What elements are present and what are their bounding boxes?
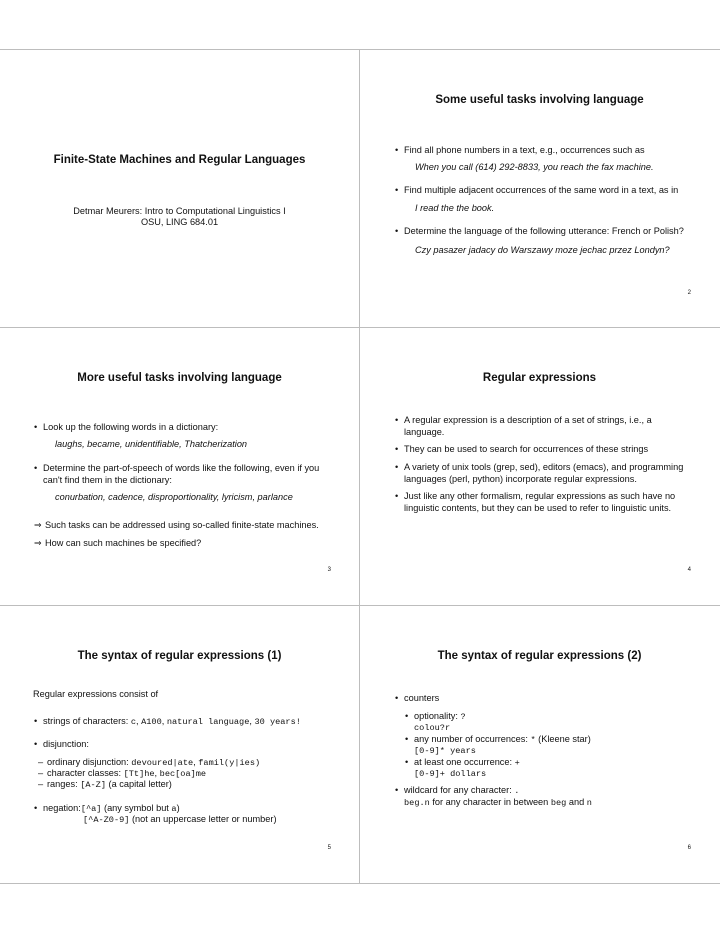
slide-4-bullet-4-line-1: • Just like any other formalism, regular expressions as such have no — [404, 491, 676, 501]
slide-4-title: Regular expressions — [482, 372, 597, 384]
slide-3-example-2: conurbation, cadence, disproportionality, lyricism, parlance — [55, 492, 293, 502]
strings-example: A100 — [141, 717, 162, 727]
classes-example: bec[oa]me — [159, 769, 207, 779]
ranges-label: ranges: — [47, 779, 81, 789]
negation-note-1: (any symbol but — [101, 803, 172, 813]
slide-4-bullet-3-line-1: • A variety of unix tools (grep, sed), editors (emacs), and programming — [404, 462, 684, 472]
ranges-note: (a capital letter) — [106, 779, 172, 789]
classes-example: [Tt]he — [123, 769, 155, 779]
optionality-label: optionality: — [414, 711, 461, 721]
strings-example: c — [130, 717, 136, 727]
slide-5 — [0, 606, 359, 883]
slide-3-bullet-2-line-1: • Determine the part-of-speech of words like the following, even if you — [43, 463, 320, 473]
slide-5-dash-ordinary: – ordinary disjunction: devoured|ate, famil(y|ies) — [47, 756, 260, 769]
wildcard-beg: beg — [550, 798, 567, 808]
slide-2-bullet-1: • Find all phone numbers in a text, e.g., occurrences such as — [404, 144, 645, 156]
slide-4 — [360, 328, 719, 605]
slide-5-page-number: 5 — [327, 845, 331, 851]
slide-6-title: The syntax of regular expressions (2) — [437, 650, 642, 662]
slide-3-title: More useful tasks involving language — [77, 372, 282, 384]
slide-5-dash-classes: – character classes: [Tt]he, bec[oa]me — [47, 767, 206, 780]
slide-3-bullet-2-line-2: can't find them in the dictionary: — [43, 475, 172, 485]
slide-6-bullet-counters: • counters — [404, 692, 439, 704]
plus-example: [0-9]+ dollars — [414, 769, 487, 779]
strings-label: strings of characters: — [43, 716, 131, 726]
slide-3-conclusion-2: ⇒ How can such machines be specified? — [45, 537, 201, 549]
kleene-example: [0-9]* years — [414, 746, 476, 756]
negation-example-1: [^a] — [80, 804, 102, 814]
slide-4-bullet-4-line-2: linguistic contents, but they can be used to refer to linguistic units. — [404, 503, 672, 513]
slide-4-bullet-4 — [404, 490, 675, 514]
slide-4-bullet-1 — [404, 414, 652, 438]
slide-3-bullet-1: • Look up the following words in a dictionary: — [43, 421, 218, 433]
wildcard-label: wildcard for any character: — [404, 785, 515, 795]
slide-4-bullet-2: • They can be used to search for occurrences of these strings — [404, 443, 648, 455]
negation-symbol-a: a — [171, 804, 177, 814]
slide-4-bullet-3-line-2: languages (perl, python) incorporate regular expressions. — [404, 474, 637, 484]
slide-5-dash-ranges — [47, 778, 172, 791]
slide-5-title: The syntax of regular expressions (1) — [77, 650, 282, 662]
slide-2-example-3: Czy pasazer jadacy do Warszawy moze jechac przez Londyn? — [415, 245, 670, 255]
ordinary-example: famil(y|ies) — [198, 758, 261, 768]
ordinary-label: ordinary disjunction: — [47, 757, 132, 767]
slide-5-bullet-disjunction: • disjunction: — [43, 738, 89, 750]
slide-5-negation-line-2 — [83, 813, 277, 826]
slide-6-page-number: 6 — [687, 845, 691, 851]
slide-6-wildcard-line-2 — [404, 796, 592, 809]
slide-4-bullet-1-line-1: • A regular expression is a description of a set of strings, i.e., a — [404, 415, 652, 425]
slide-5-bullet-strings: • strings of characters: c, A100, natural language, 30 years! — [43, 715, 301, 728]
slide-1-title: Finite-State Machines and Regular Languages — [53, 154, 306, 166]
slide-2-page-number: 2 — [687, 290, 691, 296]
kleene-label: any number of occurrences: — [414, 734, 531, 744]
wildcard-example: beg.n — [404, 798, 430, 808]
wildcard-symbol: . — [514, 786, 520, 796]
slide-2-example-2: I read the the book. — [415, 203, 495, 213]
negation-example-2: [^A-Z0-9] — [83, 815, 130, 825]
slide-6 — [360, 606, 719, 883]
slide-2-bullet-3: • Determine the language of the following utterance: French or Polish? — [404, 225, 684, 237]
classes-label: character classes: — [47, 768, 124, 778]
wildcard-note: for any character in between — [429, 797, 551, 807]
slide-1 — [0, 50, 359, 327]
slide-2-bullet-2: • Find multiple adjacent occurrences of the same word in a text, as in — [404, 184, 678, 196]
strings-example: natural language — [166, 717, 250, 727]
negation-label: negation: — [43, 803, 81, 813]
plus-symbol: + — [514, 758, 520, 768]
slide-3-page-number: 3 — [327, 567, 331, 573]
optionality-symbol: ? — [460, 712, 466, 722]
slide-2-title: Some useful tasks involving language — [435, 94, 644, 106]
slide-3-conclusion-1: ⇒ Such tasks can be addressed using so-called finite-state machines. — [45, 519, 319, 531]
slide-4-page-number: 4 — [687, 567, 691, 573]
optionality-example: colou?r — [414, 723, 451, 733]
kleene-symbol: * — [530, 735, 536, 745]
slide-4-bullet-3 — [404, 461, 683, 485]
slide-2-example-1: When you call (614) 292-8833, you reach the fax machine. — [415, 162, 654, 172]
wildcard-n: n — [586, 798, 592, 808]
slide-3-example-1: laughs, became, unidentifiable, Thatcherization — [55, 439, 248, 449]
slide-3 — [0, 328, 359, 605]
wildcard-and: and — [566, 797, 587, 807]
slide-5-intro: Regular expressions consist of — [33, 689, 159, 699]
plus-label: at least one occurrence: — [414, 757, 515, 767]
strings-example: 30 years! — [254, 717, 301, 727]
ordinary-example: devoured|ate — [131, 758, 194, 768]
slide-3-bullet-2 — [43, 462, 319, 486]
negation-close: ) — [176, 803, 180, 813]
negation-note-2: (not an uppercase letter or number) — [129, 814, 277, 824]
slide-1-author: Detmar Meurers: Intro to Computational Linguistics I — [73, 206, 286, 216]
slide-2 — [360, 50, 719, 327]
ranges-example: [A-Z] — [80, 780, 106, 790]
slide-1-course: OSU, LING 684.01 — [140, 217, 219, 227]
slide-4-bullet-1-line-2: language. — [404, 427, 445, 437]
slide-border-bottom — [0, 883, 720, 884]
kleene-note: (Kleene star) — [535, 734, 591, 744]
